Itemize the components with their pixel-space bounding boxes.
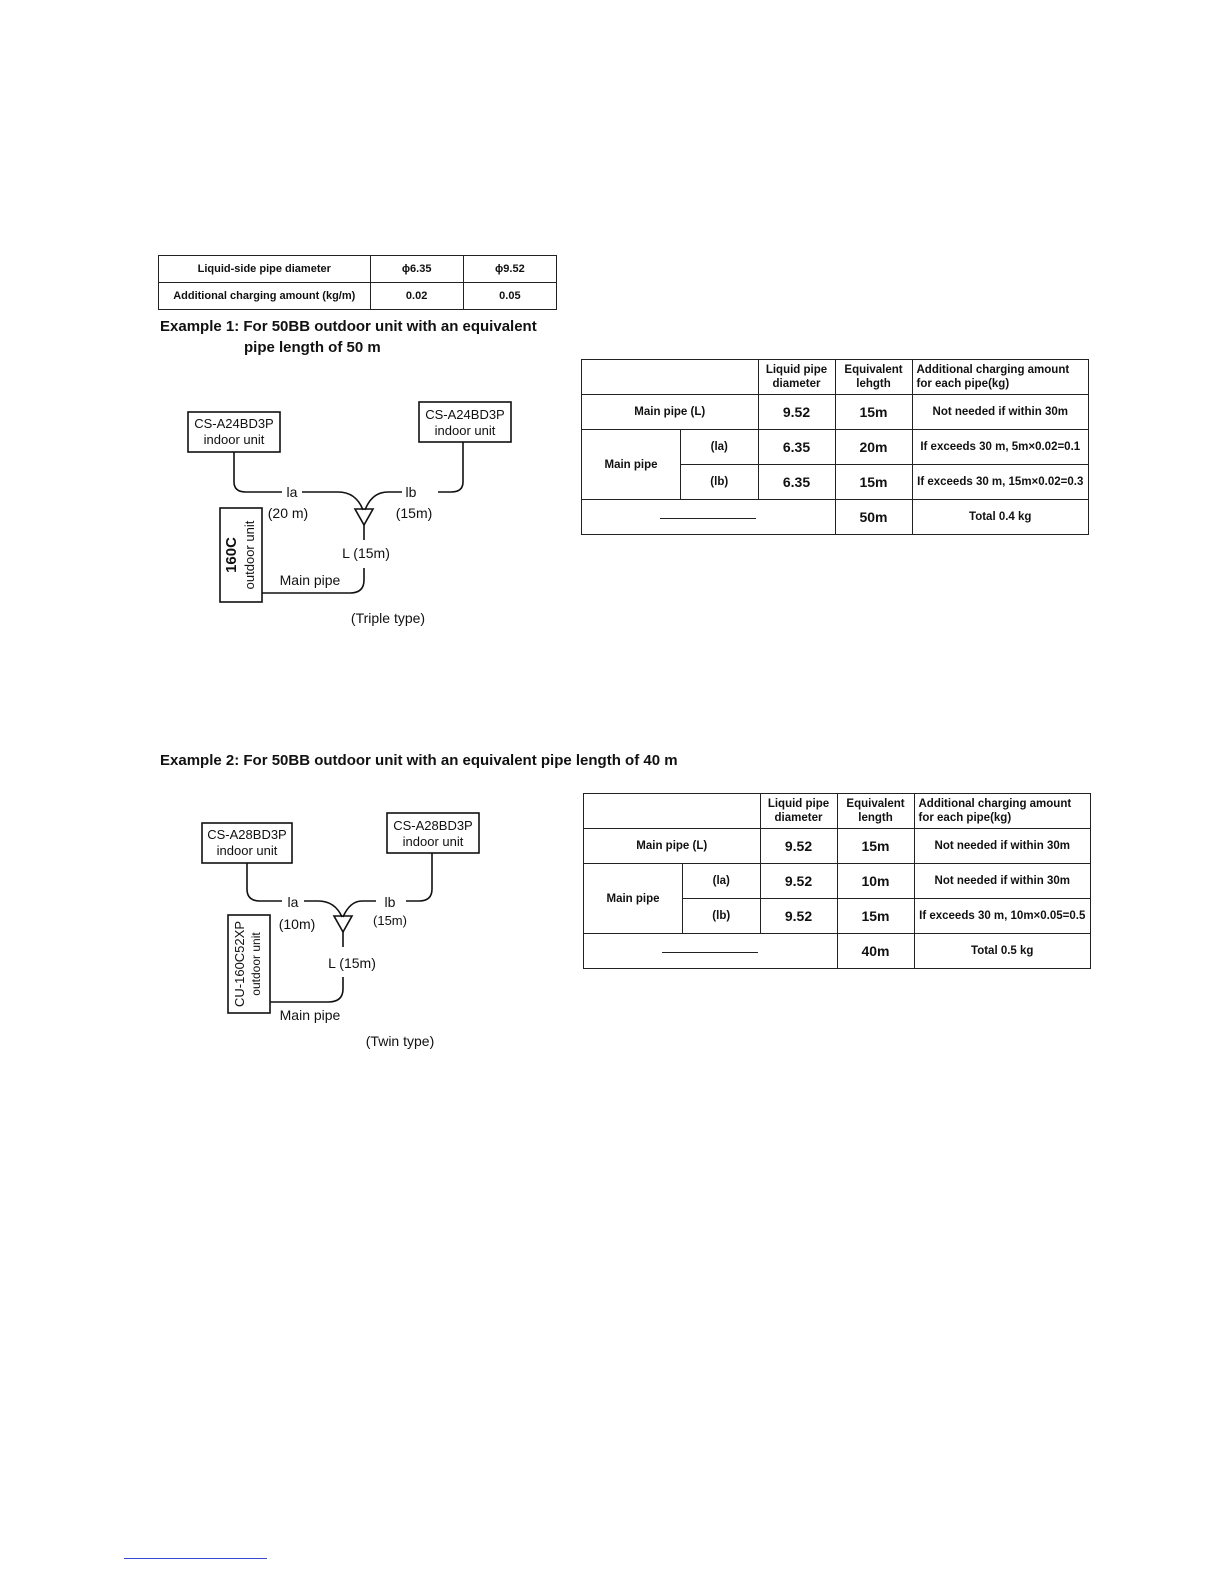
pipe-la-length: (10m): [278, 916, 316, 932]
branch-joint: [355, 509, 373, 525]
pipe-la-left: [234, 452, 282, 492]
pipe-lb-label: lb: [384, 894, 396, 910]
table-cell: Additional charging amount (kg/m): [159, 283, 371, 310]
table-cell: 0.05: [463, 283, 556, 310]
pipe-lb-right: [406, 853, 432, 901]
branch-joint: [334, 916, 352, 932]
dash-line: [662, 952, 758, 953]
pipe-lb-length: (15m): [395, 505, 433, 521]
example2-table: [583, 793, 1091, 969]
table-row: [584, 829, 1091, 864]
diagram-caption: (Twin type): [365, 1033, 435, 1049]
table-cell: Main pipe (L): [582, 395, 759, 430]
table-header: Equivalent length: [837, 794, 914, 829]
table-row: [584, 864, 1091, 899]
outdoor-unit-model: CU-160C52XP: [232, 921, 247, 1007]
table-cell: ϕ6.35: [370, 256, 463, 283]
table-cell: 9.52: [760, 899, 837, 934]
pipe-la-label: la: [286, 484, 298, 500]
pipe-la-label: la: [287, 894, 299, 910]
table-cell: (la): [681, 430, 759, 465]
indoor-right-model: CS-A28BD3P: [393, 818, 473, 833]
example1-heading-line1: Example 1: For 50BB outdoor unit with an equivalent: [160, 318, 537, 335]
table-cell: 0.02: [370, 283, 463, 310]
table-row: [584, 934, 1091, 969]
table-header: Additional charging amount for each pipe(kg): [912, 360, 1089, 395]
table-cell: [584, 794, 761, 829]
table-cell: Liquid-side pipe diameter: [159, 256, 371, 283]
table-cell: Main pipe (L): [584, 829, 761, 864]
table-cell: If exceeds 30 m, 15m×0.02=0.3: [912, 465, 1089, 500]
table-cell: [582, 500, 836, 535]
pipe-la-length: (20 m): [267, 505, 309, 521]
table-cell: 15m: [837, 899, 914, 934]
indoor-left-label: indoor unit: [203, 432, 265, 447]
table-cell: 9.52: [760, 864, 837, 899]
table-cell: Main pipe: [584, 864, 683, 934]
table-cell: If exceeds 30 m, 10m×0.05=0.5: [914, 899, 1091, 934]
pipe-lb-right: [438, 442, 463, 492]
table-row: [582, 360, 1089, 395]
table-cell: (lb): [681, 465, 759, 500]
table-cell: 15m: [837, 829, 914, 864]
table-cell: ϕ9.52: [463, 256, 556, 283]
table-header: Liquid pipe diameter: [758, 360, 835, 395]
main-pipe-label: Main pipe: [279, 572, 341, 588]
pipe-L-label: L (15m): [328, 955, 376, 971]
table-cell: [582, 360, 759, 395]
indoor-right-label: indoor unit: [434, 423, 496, 438]
footnote-rule: [124, 1558, 267, 1559]
table-cell: 15m: [835, 465, 912, 500]
table-row: [582, 430, 1089, 465]
pipe-lb-length: (15m): [373, 913, 407, 928]
dash-line: [660, 518, 756, 519]
table-cell: 20m: [835, 430, 912, 465]
table-row: [584, 794, 1091, 829]
indoor-right-model: CS-A24BD3P: [425, 407, 505, 422]
pipe-lb-left: [343, 901, 376, 917]
table-cell: Total 0.4 kg: [912, 500, 1089, 535]
example1-heading-line2: pipe length of 50 m: [244, 339, 381, 356]
table-cell: Total 0.5 kg: [914, 934, 1091, 969]
table-cell: 10m: [837, 864, 914, 899]
table-cell: Not needed if within 30m: [914, 864, 1091, 899]
main-pipe-label: Main pipe: [279, 1007, 341, 1023]
table-cell: 6.35: [758, 430, 835, 465]
table-cell: Not needed if within 30m: [914, 829, 1091, 864]
table-cell: If exceeds 30 m, 5m×0.02=0.1: [912, 430, 1089, 465]
table-cell: (la): [683, 864, 761, 899]
table-cell: 50m: [835, 500, 912, 535]
table-cell: [584, 934, 838, 969]
table-header: Additional charging amount for each pipe(kg): [914, 794, 1091, 829]
table-row: [159, 283, 557, 310]
table-cell: Not needed if within 30m: [912, 395, 1089, 430]
pipe-L-label: L (15m): [342, 545, 390, 561]
table-cell: 9.52: [758, 395, 835, 430]
table-row: [582, 500, 1089, 535]
table-header: Liquid pipe diameter: [760, 794, 837, 829]
pipe-lb-label: lb: [405, 484, 417, 500]
charging-amount-table: [158, 255, 557, 310]
indoor-left-label: indoor unit: [216, 843, 278, 858]
pipe-la-right: [304, 901, 342, 917]
pipe-la-right: [302, 492, 363, 510]
pipe-la-left: [247, 863, 282, 901]
example2-piping-diagram: [190, 805, 510, 1055]
indoor-left-model: CS-A24BD3P: [194, 416, 274, 431]
outdoor-unit-label: outdoor unit: [242, 520, 257, 590]
table-cell: 15m: [835, 395, 912, 430]
example2-heading: Example 2: For 50BB outdoor unit with an equivalent pipe length of 40 m: [160, 752, 678, 769]
table-row: [159, 256, 557, 283]
diagram-caption: (Triple type): [350, 610, 426, 626]
table-cell: 6.35: [758, 465, 835, 500]
example1-piping-diagram: [150, 390, 570, 640]
table-cell: 9.52: [760, 829, 837, 864]
table-cell: (lb): [683, 899, 761, 934]
indoor-left-model: CS-A28BD3P: [207, 827, 287, 842]
table-cell: Main pipe: [582, 430, 681, 500]
table-header: Equivalent lehgth: [835, 360, 912, 395]
outdoor-unit-label: outdoor unit: [249, 932, 263, 996]
table-row: [582, 395, 1089, 430]
table-cell: 40m: [837, 934, 914, 969]
example1-table: [581, 359, 1089, 535]
indoor-right-label: indoor unit: [402, 834, 464, 849]
outdoor-unit-model: 160C: [223, 537, 240, 573]
pipe-main-bottom: [270, 977, 343, 1002]
